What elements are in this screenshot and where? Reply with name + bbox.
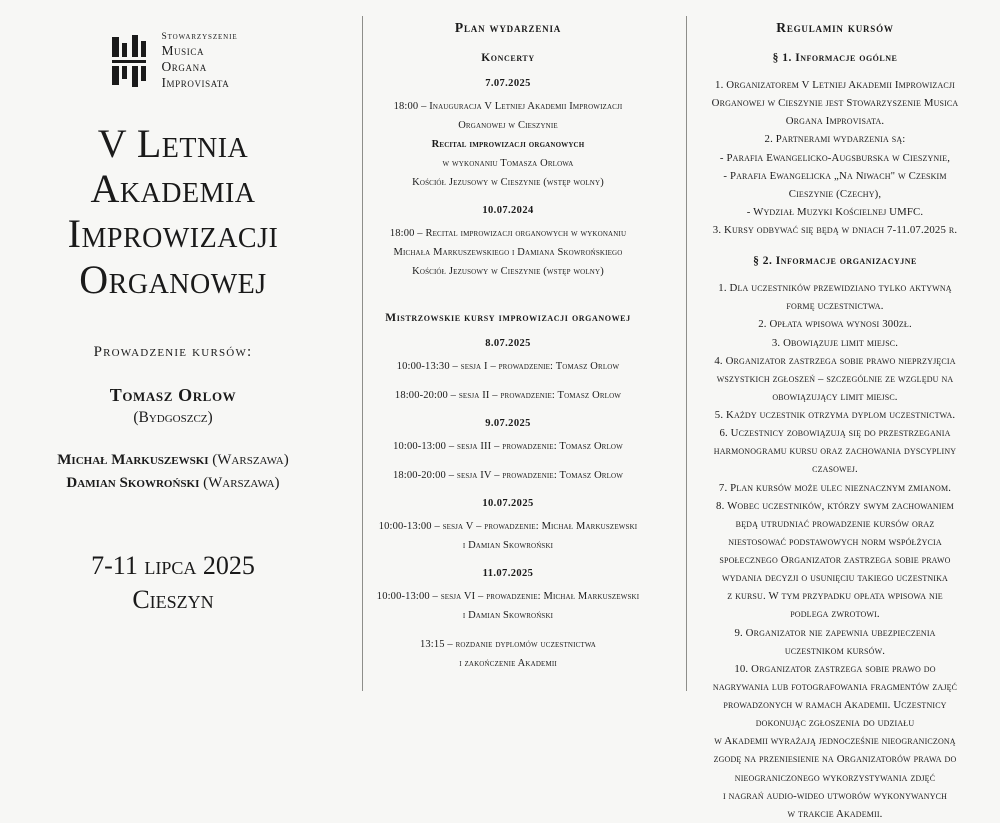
rule-line: 2. Opłata wpisowa wynosi 300zł. (758, 318, 912, 331)
rule-line: Organowej w Cieszynie jest Stowarzyszenie Musica (711, 97, 959, 110)
course-session: 10:00-13:00 – sesja III – prowadzenie: Tomasz Orlow (393, 441, 623, 452)
teacher-name: Michał Markuszewski (57, 451, 209, 468)
left-column (0, 0, 346, 707)
rule-line: i nagrań audio-wideo utworów wykonywanych (722, 789, 948, 802)
title-line-4: Organowej (79, 256, 267, 302)
page-title (68, 121, 279, 302)
concert-block (370, 78, 646, 191)
rule-line: nieograniczonego wykorzystywania zdjęć (734, 771, 936, 784)
concert-line: Organowej w Cieszynie (458, 120, 558, 131)
rules-column (670, 0, 1000, 820)
rule-line: nagrywania lub fotografowania fragmentów zajęć (712, 680, 958, 693)
rule-line: 3. Kursy odbywać się będą w dniach 7-11.07.2025 r. (712, 224, 958, 236)
course-session: 10:00-13:00 – sesja VI – prowadzenie: Michał Markuszewski (376, 591, 640, 602)
rule-line: 5. Każdy uczestnik otrzyma dyplom uczestnictwa. (714, 409, 956, 421)
concert-line: 18:00 – Inauguracja V Letniej Akademii Improwizacji (393, 101, 623, 112)
course-session: 18:00-20:00 – sesja II – prowadzenie: Tomasz Orlow (394, 390, 622, 401)
rules-heading: Regulamin kursów (776, 20, 894, 35)
divider-left (362, 16, 363, 691)
schedule-column (346, 0, 670, 707)
rule-line: 8. Wobec uczestników, którzy swym zachowaniem (716, 499, 954, 512)
rules-section-1-body (692, 76, 978, 239)
rule-line: 10. Organizator zastrzega sobie prawo do (734, 662, 936, 675)
rule-line: harmonogramu kursu oraz zachowania dyscypliny (713, 445, 957, 458)
course-session: 10:00-13:00 – sesja V – prowadzenie: Michał Markuszewski (378, 521, 638, 532)
rule-line: prowadzonych w ramach Akademii. Uczestnicy (723, 699, 947, 711)
teacher-name: Damian Skowroński (66, 474, 200, 491)
concert-line: 18:00 – Recital improwizacji organowych w wykonaniu (389, 228, 627, 239)
rule-line: Cieszynie (Czechy), (788, 187, 882, 200)
concert-block (370, 205, 646, 280)
rule-line: czasowej. (812, 463, 858, 476)
course-leaders-label: Prowadzenie kursów: (93, 343, 253, 360)
rule-line: formę uczestnictwa. (786, 300, 884, 313)
concert-line: Kościół Jezusowy w Cieszynie (wstęp wolny) (412, 177, 604, 188)
course-date: 8.07.2025 (485, 338, 531, 349)
course-session: 13:15 – rozdanie dyplomów uczestnictwa (419, 639, 597, 650)
brand-line-1: Stowarzyszenie (161, 32, 238, 42)
organ-pipes-logo-icon (108, 35, 152, 87)
course-block (370, 568, 646, 672)
title-line-1: V Letnia (97, 120, 249, 166)
rule-line: zgodę na przeniesienie na Organizatorów prawa do (713, 753, 957, 766)
rule-line: 1. Organizatorem V Letniej Akademii Improwizacji (715, 79, 955, 91)
rule-line: - Parafia Ewangelicka „Na Niwach" w Czeskim (723, 169, 947, 182)
rule-line: z kursu. W tym przypadku opłata wpisowa nie (727, 590, 943, 603)
course-session: i Damian Skowroński (462, 540, 554, 551)
teacher-city: (Warszawa) (199, 474, 280, 491)
teacher-list (57, 449, 288, 496)
brand-line-3: Organa (161, 59, 207, 75)
event-city: Cieszyn (132, 585, 214, 615)
concert-line: w wykonaniu Tomasza Orlowa (442, 158, 574, 169)
title-line-2: Akademia (90, 166, 256, 212)
rule-line: wydania decyzji o usunięciu takiego uczestnika (722, 572, 948, 585)
rule-line: będą utrudniać prowadzenie kursów oraz (735, 517, 935, 530)
teacher-item (57, 449, 288, 472)
rule-line: w Akademii wyrażają jednocześnie nieograniczoną (714, 735, 956, 748)
lead-teacher-city: (Bydgoszcz) (133, 408, 213, 426)
concert-line: Recital improwizacji organowych (431, 139, 585, 150)
rule-line: społecznego Organizator zastrzega sobie prawo (719, 554, 951, 566)
divider-right (686, 16, 687, 691)
concert-date: 7.07.2025 (485, 78, 531, 89)
rules-section-1-title: § 1. Informacje ogólne (772, 52, 898, 64)
rule-line: niestosować podstawowych norm współżycia (728, 535, 942, 548)
course-date: 10.07.2025 (482, 498, 534, 509)
courses-heading: Mistrzowskie kursy improwizacji organowej (385, 312, 631, 324)
concert-line: Michała Markuszewskiego i Damiana Skowrońskiego (393, 247, 623, 258)
rule-line: podlega zwrotowi. (790, 608, 880, 621)
course-block (370, 498, 646, 554)
concert-date: 10.07.2024 (482, 205, 534, 216)
rule-line: w trakcie Akademii. (787, 807, 883, 820)
rule-line: dokonując zgłoszenia do udziału (755, 717, 915, 730)
event-dates (91, 549, 255, 617)
course-session: 18:00-20:00 – sesja IV – prowadzenie: Tomasz Orlow (392, 470, 624, 481)
title-line-3: Improwizacji (67, 211, 279, 257)
rule-line: Organa Improvisata. (785, 115, 885, 128)
course-session: i Damian Skowroński (462, 610, 554, 621)
course-date: 9.07.2025 (485, 418, 531, 429)
brand-text (161, 32, 237, 91)
event-date-range: 7-11 lipca 2025 (91, 551, 255, 581)
rule-line: 6. Uczestnicy zobowiązują się do przestrzegania (719, 427, 951, 440)
rule-line: uczestnikom kursów. (784, 644, 886, 657)
schedule-heading: Plan wydarzenia (454, 20, 562, 35)
rule-line: 9. Organizator nie zapewnia ubezpieczenia (734, 626, 936, 639)
brand-logo (108, 32, 237, 91)
rules-section-2-title: § 2. Informacje organizacyjne (753, 255, 917, 268)
brand-line-2: Musica (161, 43, 205, 59)
course-date: 11.07.2025 (482, 568, 534, 579)
lead-teacher-name: Tomasz Orlow (109, 384, 237, 405)
course-session: i zakończenie Akademii (459, 658, 557, 669)
rule-line: obowiązujący limit miejsc. (772, 390, 898, 403)
rule-line: - Parafia Ewangelicko-Augsburska w Cieszynie, (719, 151, 951, 164)
course-block (370, 338, 646, 404)
course-block (370, 418, 646, 484)
rule-line: 1. Dla uczestników przewidziano tylko aktywną (718, 282, 952, 295)
rule-line: 3. Obowiązuje limit miejsc. (771, 336, 899, 349)
course-session: 10:00-13:30 – sesja I – prowadzenie: Tomasz Orlow (396, 361, 620, 372)
rule-line: 7. Plan kursów może ulec nieznacznym zmianom. (718, 481, 952, 494)
brand-line-4: Improvisata (161, 75, 230, 91)
rule-line: wszystkich zgłoszeń – szczególnie ze względu na (716, 372, 954, 385)
rule-line: 2. Partnerami wydarzenia są: (764, 133, 906, 146)
teacher-item (57, 472, 288, 495)
concerts-heading: Koncerty (481, 52, 535, 64)
teacher-city: (Warszawa) (208, 451, 289, 468)
rule-line: 4. Organizator zastrzega sobie prawo nieprzyjęcia (714, 354, 956, 367)
rules-section-2-body (692, 279, 978, 823)
concert-line: Kościół Jezusowy w Cieszynie (wstęp wolny) (412, 266, 604, 277)
rule-line: - Wydział Muzyki Kościelnej UMFC. (746, 205, 924, 218)
